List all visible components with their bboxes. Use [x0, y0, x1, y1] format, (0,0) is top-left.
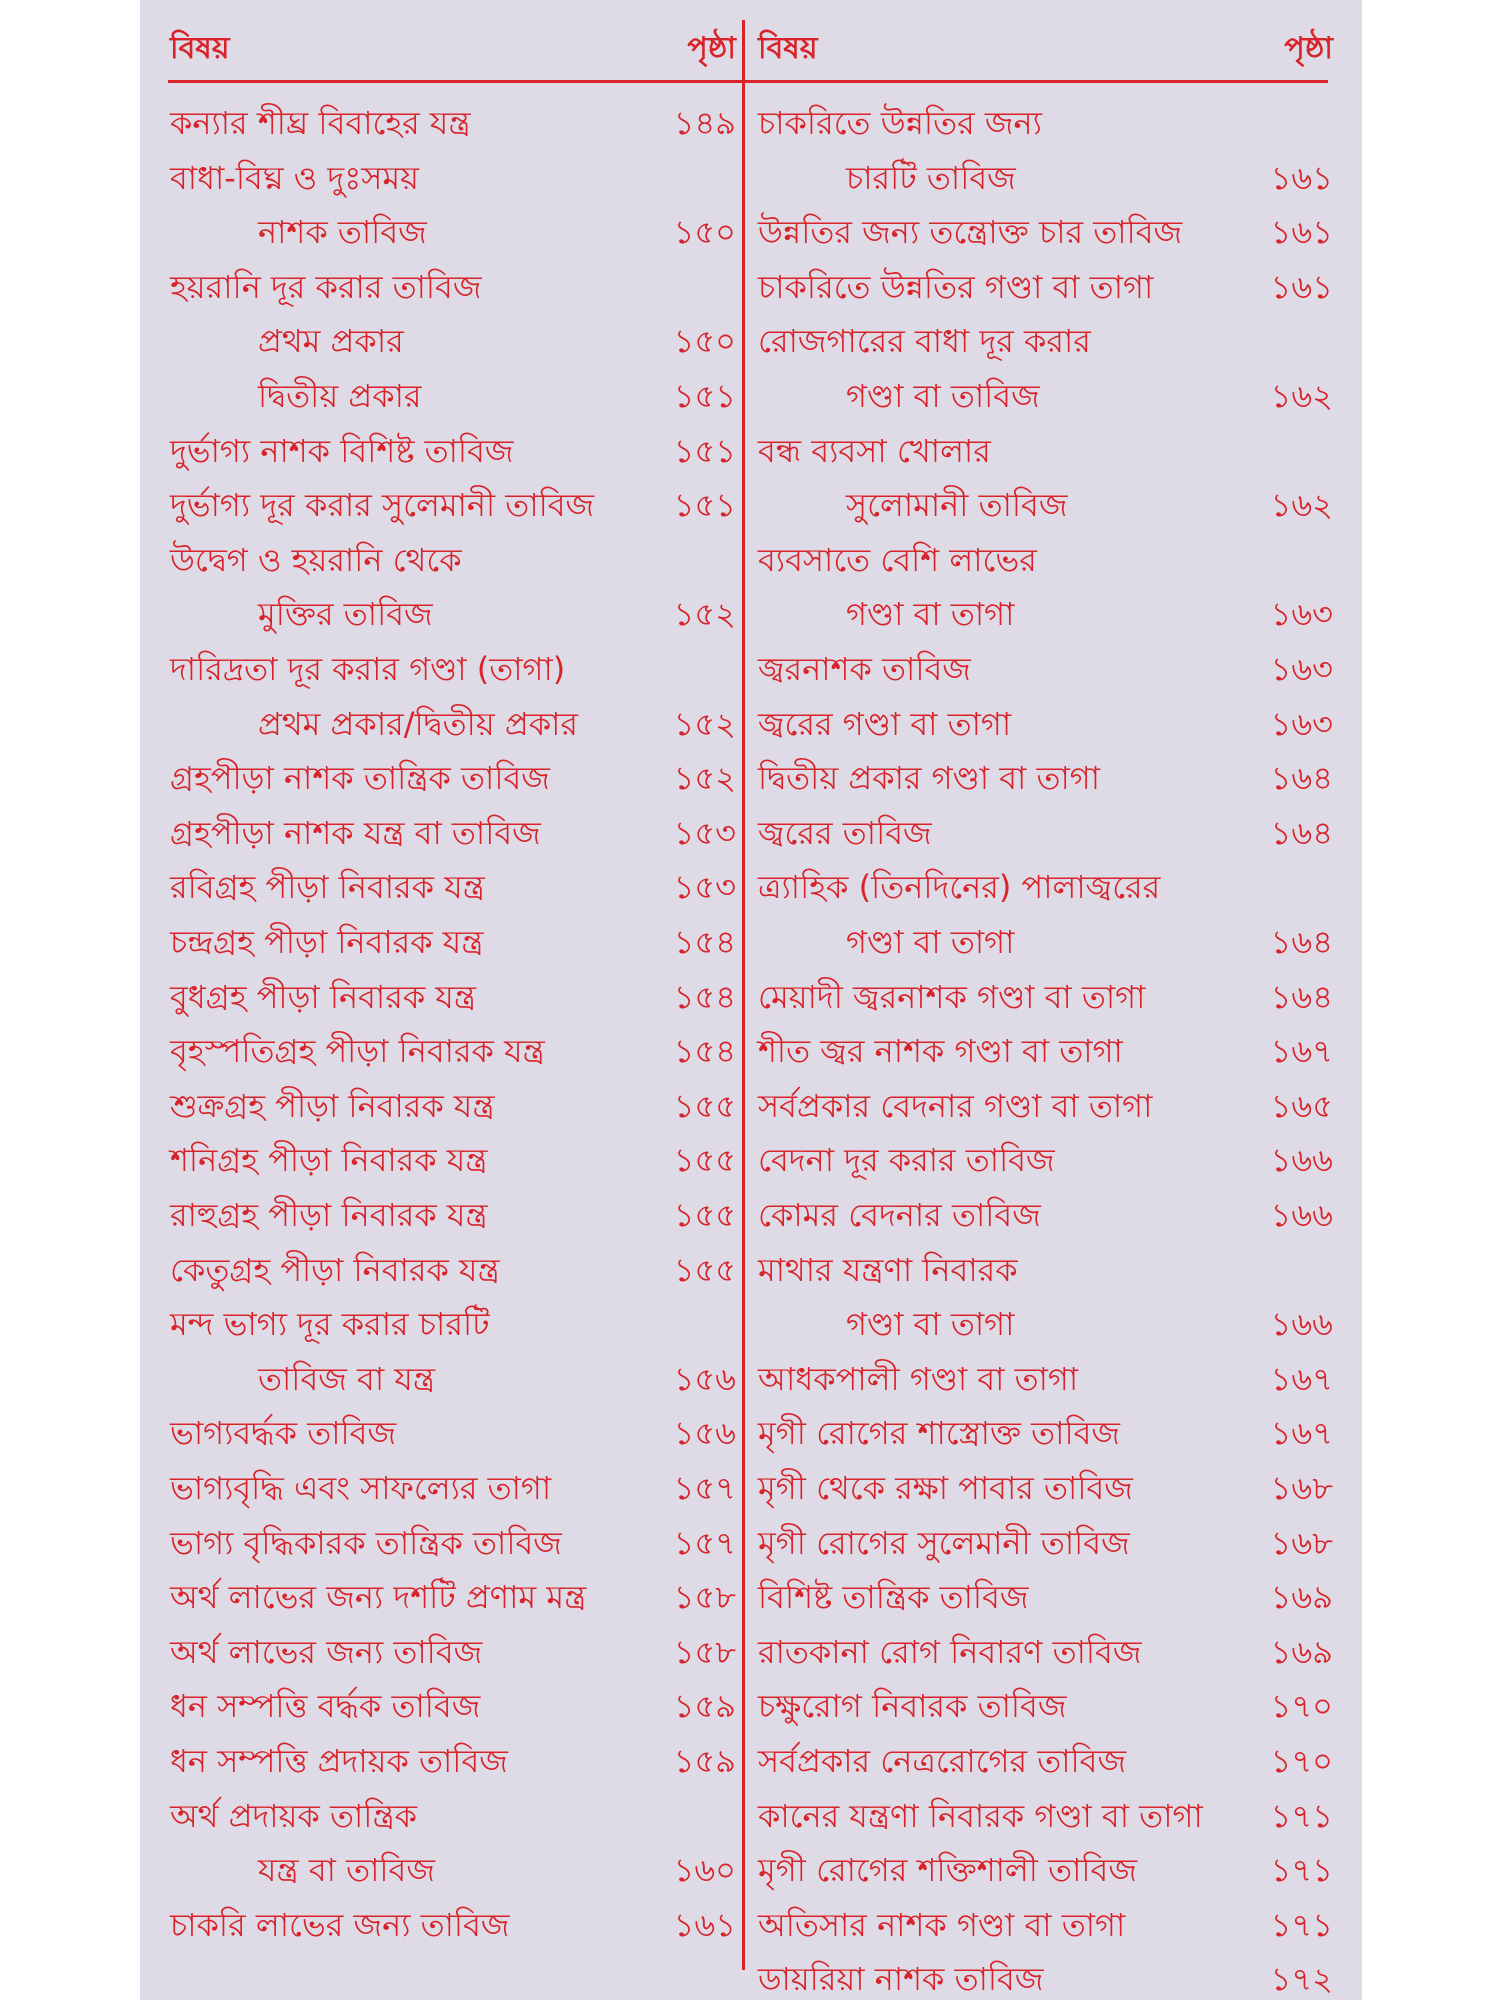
toc-entry — [170, 1297, 736, 1351]
toc-entry — [758, 1461, 1333, 1515]
entry-title: আধকপালী গণ্ডা বা তাগা — [758, 1359, 1079, 1398]
toc-entry — [170, 314, 736, 368]
entry-title: গণ্ডা বা তাগা — [846, 923, 1015, 961]
toc-entry — [170, 1188, 736, 1242]
toc-entry — [170, 1352, 736, 1406]
entry-title: অতিসার নাশক গণ্ডা বা তাগা — [758, 1905, 1126, 1944]
toc-entry — [170, 1843, 736, 1897]
entry-title: গণ্ডা বা তাগা — [846, 1305, 1015, 1344]
toc-entry — [170, 369, 736, 423]
entry-page-number: ১৬১ — [673, 1905, 736, 1944]
toc-entry — [758, 1570, 1333, 1624]
toc-entry — [758, 806, 1333, 860]
entry-page-number: ১৫০ — [673, 213, 736, 252]
entry-page-number: ১৬৩ — [1270, 704, 1333, 743]
entry-page-number: ১৫২ — [673, 704, 736, 743]
toc-entry — [758, 587, 1333, 641]
entry-title: বুধগ্রহ পীড়া নিবারক যন্ত্র — [170, 977, 477, 1016]
toc-entry — [170, 1516, 736, 1570]
entry-title: মেয়াদী জ্বরনাশক গণ্ডা বা তাগা — [758, 977, 1146, 1016]
toc-entry — [758, 424, 1333, 478]
toc-entry — [758, 369, 1333, 423]
toc-entry — [758, 1133, 1333, 1187]
entry-title: চারটি তাবিজ — [846, 158, 1016, 197]
column-header — [758, 24, 1333, 68]
toc-entry — [170, 1024, 736, 1078]
entry-title: শীত জ্বর নাশক গণ্ডা বা তাগা — [758, 1032, 1123, 1071]
entry-page-number: ১৬৫ — [1270, 1086, 1333, 1125]
entry-title: জ্বরের তাবিজ — [758, 813, 932, 852]
entry-title: ভাগ্য বৃদ্ধিকারক তান্ত্রিক তাবিজ — [170, 1523, 562, 1562]
toc-entry — [758, 1734, 1333, 1788]
toc-entry — [170, 424, 736, 478]
toc-entry — [170, 1243, 736, 1297]
entry-title: গণ্ডা বা তাবিজ — [846, 377, 1040, 415]
entry-title: ব্যবসাতে বেশি লাভের — [758, 540, 1037, 579]
entry-title: রবিগ্রহ পীড়া নিবারক যন্ত্র — [170, 868, 485, 907]
entry-title: দুর্ভাগ্য নাশক বিশিষ্ট তাবিজ — [170, 431, 514, 470]
entry-title: নাশক তাবিজ — [258, 213, 427, 252]
toc-entry — [758, 1188, 1333, 1242]
entry-page-number: ১৫১ — [673, 486, 736, 525]
entry-page-number: ১৬৯ — [1270, 1632, 1333, 1671]
toc-entry — [758, 1843, 1333, 1897]
toc-entry — [758, 697, 1333, 751]
toc-entry — [758, 1406, 1333, 1460]
entry-title: বিশিষ্ট তান্ত্রিক তাবিজ — [758, 1578, 1029, 1617]
entry-title: মৃগী রোগের সুলেমানী তাবিজ — [758, 1523, 1130, 1562]
entry-page-number: ১৫৭ — [673, 1523, 736, 1562]
toc-entry — [170, 96, 736, 150]
entry-page-number: ১৫৫ — [673, 1250, 736, 1289]
toc-entry — [170, 970, 736, 1024]
entry-page-number: ১৫৩ — [673, 813, 736, 852]
toc-entry — [758, 1516, 1333, 1570]
entry-page-number: ১৬৩ — [1270, 595, 1333, 634]
toc-entry — [170, 151, 736, 205]
toc-entry — [170, 1734, 736, 1788]
entry-page-number: ১৬৬ — [1270, 1196, 1333, 1234]
entry-page-number: ১৭১ — [1270, 1851, 1333, 1890]
entry-title: প্রথম প্রকার — [258, 322, 404, 361]
entry-title: ভাগ্যবৃদ্ধি এবং সাফল্যের তাগা — [170, 1469, 552, 1507]
entry-title: দুর্ভাগ্য দূর করার সুলেমানী তাবিজ — [170, 486, 595, 525]
entry-page-number: ১৬৩ — [1270, 650, 1333, 688]
toc-entry — [758, 478, 1333, 532]
topic-heading: বিষয় — [758, 31, 818, 66]
entry-title: উন্নতির জন্য তন্ত্রোক্ত চার তাবিজ — [758, 213, 1183, 252]
toc-entry — [170, 860, 736, 914]
entry-title: মৃগী রোগের শক্তিশালী তাবিজ — [758, 1851, 1137, 1890]
toc-entry — [758, 1898, 1333, 1952]
entry-title: অর্থ লাভের জন্য তাবিজ — [170, 1632, 483, 1671]
entry-page-number: ১৬৬ — [1270, 1141, 1333, 1180]
toc-entry — [758, 205, 1333, 259]
entry-title: ডায়রিয়া নাশক তাবিজ — [758, 1960, 1044, 1999]
toc-entry — [170, 1789, 736, 1843]
entry-page-number: ১৬৪ — [1270, 977, 1333, 1016]
toc-entry — [758, 1297, 1333, 1351]
entry-title: উদ্বেগ ও হয়রানি থেকে — [170, 540, 462, 579]
entry-title: বন্ধ ব্যবসা খোলার — [758, 431, 991, 470]
entry-title: মৃগী রোগের শাস্ত্রোক্ত তাবিজ — [758, 1414, 1121, 1453]
entry-page-number: ১৫১ — [673, 431, 736, 470]
entry-title: হয়রানি দূর করার তাবিজ — [170, 267, 482, 306]
entry-page-number: ১৬১ — [1270, 213, 1333, 252]
entry-title: চন্দ্রগ্রহ পীড়া নিবারক যন্ত্র — [170, 923, 484, 961]
toc-entry — [758, 1352, 1333, 1406]
toc-entry — [170, 642, 736, 696]
toc-entry — [170, 478, 736, 532]
entry-page-number: ১৫৫ — [673, 1196, 736, 1234]
entry-page-number: ১৬৪ — [1270, 813, 1333, 852]
column-divider — [742, 20, 745, 1970]
toc-entry — [758, 260, 1333, 314]
toc-entry — [170, 1625, 736, 1679]
entry-page-number: ১৬৯ — [1270, 1578, 1333, 1617]
toc-entry — [170, 1898, 736, 1952]
toc-entry — [758, 151, 1333, 205]
toc-entry — [758, 1679, 1333, 1733]
entry-page-number: ১৭০ — [1270, 1687, 1333, 1726]
entry-title: রাহুগ্রহ পীড়া নিবারক যন্ত্র — [170, 1196, 488, 1234]
entry-page-number: ১৫৪ — [673, 923, 736, 961]
entry-page-number: ১৫৫ — [673, 1141, 736, 1180]
entry-page-number: ১৫৪ — [673, 1032, 736, 1071]
entry-page-number: ১৫২ — [673, 595, 736, 634]
toc-entry — [758, 751, 1333, 805]
toc-entry — [170, 1679, 736, 1733]
entry-title: কানের যন্ত্রণা নিবারক গণ্ডা বা তাগা — [758, 1796, 1203, 1835]
entry-page-number: ১৫৩ — [673, 868, 736, 907]
entry-page-number: ১৬৭ — [1270, 1359, 1333, 1398]
entry-title: চাকরি লাভের জন্য তাবিজ — [170, 1905, 510, 1944]
toc-page — [140, 0, 1362, 2000]
toc-entry — [758, 1625, 1333, 1679]
entry-title: অর্থ লাভের জন্য দশটি প্রণাম মন্ত্র — [170, 1578, 587, 1617]
entry-title: বাধা-বিঘ্ন ও দুঃসময় — [170, 158, 420, 197]
entry-title: সর্বপ্রকার নেত্ররোগের তাবিজ — [758, 1742, 1127, 1780]
toc-entry — [758, 1243, 1333, 1297]
entry-title: মুক্তির তাবিজ — [258, 595, 433, 634]
entry-title: রাতকানা রোগ নিবারণ তাবিজ — [758, 1632, 1142, 1671]
entry-title: চাকরিতে উন্নতির গণ্ডা বা তাগা — [758, 267, 1154, 306]
entry-page-number: ১৬৮ — [1270, 1469, 1333, 1507]
entry-page-number: ১৭২ — [1270, 1960, 1333, 1999]
entry-title: কন্যার শীঘ্র বিবাহের যন্ত্র — [170, 104, 471, 142]
entry-title: সুলোমানী তাবিজ — [846, 486, 1068, 525]
entry-title: ভাগ্যবর্দ্ধক তাবিজ — [170, 1414, 397, 1453]
entry-page-number: ১৭১ — [1270, 1905, 1333, 1944]
entry-page-number: ১৫৮ — [673, 1632, 736, 1671]
entry-page-number: ১৫৯ — [673, 1687, 736, 1726]
entry-title: গ্রহপীড়া নাশক যন্ত্র বা তাবিজ — [170, 813, 541, 852]
entry-page-number: ১৫৫ — [673, 1086, 736, 1125]
entry-title: দারিদ্রতা দূর করার গণ্ডা (তাগা) — [170, 650, 566, 688]
entry-title: যন্ত্র বা তাবিজ — [258, 1851, 435, 1890]
entry-title: জ্বরের গণ্ডা বা তাগা — [758, 704, 1012, 743]
toc-entry — [170, 1133, 736, 1187]
toc-entry — [170, 1406, 736, 1460]
entry-page-number: ১৬৮ — [1270, 1523, 1333, 1562]
entry-page-number: ১৭০ — [1270, 1742, 1333, 1780]
entry-title: জ্বরনাশক তাবিজ — [758, 650, 971, 688]
entry-page-number: ১৬২ — [1270, 486, 1333, 525]
toc-entry — [170, 697, 736, 751]
entry-title: চাকরিতে উন্নতির জন্য — [758, 104, 1042, 142]
toc-entry — [758, 1952, 1333, 2006]
entry-page-number: ১৬২ — [1270, 377, 1333, 415]
entry-title: মৃগী থেকে রক্ষা পাবার তাবিজ — [758, 1469, 1133, 1507]
toc-entry — [170, 915, 736, 969]
entry-title: প্রথম প্রকার/দ্বিতীয় প্রকার — [258, 704, 578, 743]
toc-entry — [758, 970, 1333, 1024]
toc-entry — [758, 314, 1333, 368]
entry-title: তাবিজ বা যন্ত্র — [258, 1359, 435, 1398]
entry-title: গ্রহপীড়া নাশক তান্ত্রিক তাবিজ — [170, 759, 550, 798]
entry-title: অর্থ প্রদায়ক তান্ত্রিক — [170, 1796, 418, 1835]
page-heading: পৃষ্ঠা — [1284, 31, 1333, 66]
entry-title: বেদনা দূর করার তাবিজ — [758, 1141, 1055, 1180]
entry-title: কেতুগ্রহ পীড়া নিবারক যন্ত্র — [170, 1250, 500, 1289]
entry-title: মাথার যন্ত্রণা নিবারক — [758, 1250, 1018, 1289]
entry-title: বৃহস্পতিগ্রহ পীড়া নিবারক যন্ত্র — [170, 1032, 545, 1071]
entry-title: ধন সম্পত্তি বর্দ্ধক তাবিজ — [170, 1687, 481, 1726]
entry-page-number: ১৬৭ — [1270, 1414, 1333, 1453]
toc-entry — [758, 915, 1333, 969]
entry-page-number: ১৫৪ — [673, 977, 736, 1016]
entry-title: শুক্রগ্রহ পীড়া নিবারক যন্ত্র — [170, 1086, 495, 1125]
entry-page-number: ১৬৪ — [1270, 759, 1333, 798]
entry-page-number: ১৪৯ — [673, 104, 736, 142]
entry-page-number: ১৫২ — [673, 759, 736, 798]
entry-title: রোজগারের বাধা দূর করার — [758, 322, 1091, 361]
topic-heading: বিষয় — [170, 31, 230, 66]
entry-title: চক্ষুরোগ নিবারক তাবিজ — [758, 1687, 1067, 1726]
entry-title: ত্র্যাহিক (তিনদিনের) পালাজ্বরের — [758, 868, 1161, 907]
toc-entry — [170, 1079, 736, 1133]
entry-title: দ্বিতীয় প্রকার — [258, 377, 422, 415]
toc-entry — [170, 806, 736, 860]
header-rule — [168, 80, 1328, 83]
toc-entry — [758, 642, 1333, 696]
toc-entry — [170, 751, 736, 805]
entry-page-number: ১৭১ — [1270, 1796, 1333, 1835]
entry-page-number: ১৬৬ — [1270, 1305, 1333, 1344]
toc-entry — [758, 1079, 1333, 1133]
toc-entry — [758, 1024, 1333, 1078]
toc-entry — [170, 1461, 736, 1515]
entry-title: গণ্ডা বা তাগা — [846, 595, 1015, 634]
entry-title: সর্বপ্রকার বেদনার গণ্ডা বা তাগা — [758, 1086, 1153, 1125]
entry-page-number: ১৫১ — [673, 377, 736, 415]
toc-entry — [758, 533, 1333, 587]
entry-page-number: ১৬০ — [673, 1851, 736, 1890]
entry-page-number: ১৬৪ — [1270, 923, 1333, 961]
page-heading: পৃষ্ঠা — [687, 31, 736, 66]
entry-page-number: ১৫৬ — [673, 1414, 736, 1453]
entry-title: মন্দ ভাগ্য দূর করার চারটি — [170, 1305, 490, 1344]
toc-entry — [758, 860, 1333, 914]
entry-title: কোমর বেদনার তাবিজ — [758, 1196, 1041, 1234]
toc-entry — [170, 205, 736, 259]
entry-page-number: ১৫০ — [673, 322, 736, 361]
entry-page-number: ১৫৮ — [673, 1578, 736, 1617]
toc-entry — [758, 1789, 1333, 1843]
toc-entry — [170, 587, 736, 641]
entry-page-number: ১৫৭ — [673, 1469, 736, 1507]
toc-entry — [170, 1570, 736, 1624]
entry-page-number: ১৫৬ — [673, 1359, 736, 1398]
column-header — [170, 24, 736, 68]
entry-title: ধন সম্পত্তি প্রদায়ক তাবিজ — [170, 1742, 508, 1780]
entry-page-number: ১৬১ — [1270, 158, 1333, 197]
toc-entry — [170, 533, 736, 587]
entry-page-number: ১৬৭ — [1270, 1032, 1333, 1071]
entry-title: শনিগ্রহ পীড়া নিবারক যন্ত্র — [170, 1141, 488, 1180]
toc-entry — [758, 96, 1333, 150]
entry-page-number: ১৫৯ — [673, 1742, 736, 1780]
entry-title: দ্বিতীয় প্রকার গণ্ডা বা তাগা — [758, 759, 1101, 798]
entry-page-number: ১৬১ — [1270, 267, 1333, 306]
toc-entry — [170, 260, 736, 314]
